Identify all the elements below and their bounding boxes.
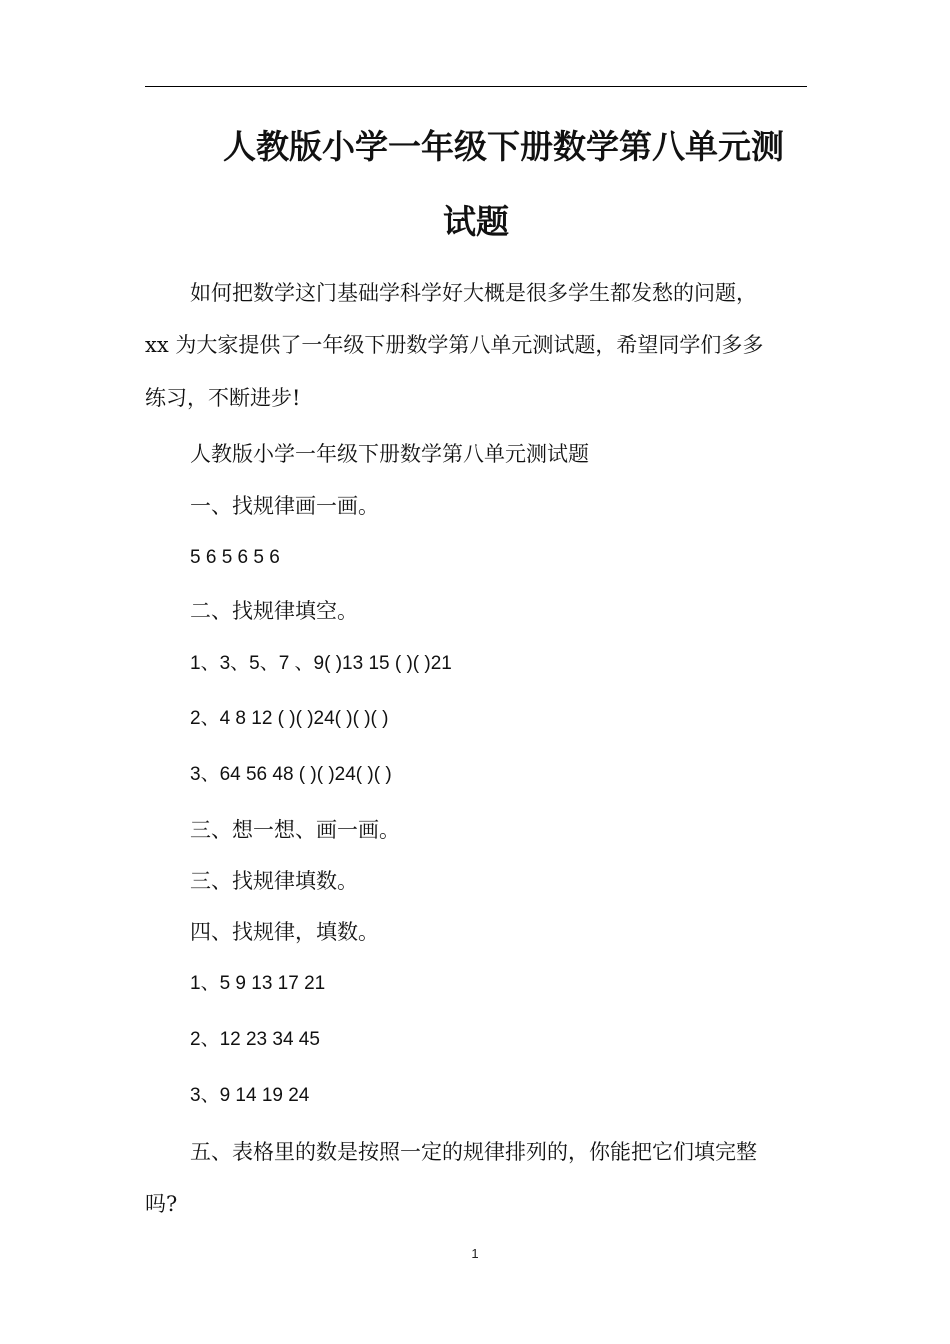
- section-4-heading: 四、找规律，填数。: [190, 920, 379, 944]
- section-5-line-2: 吗?: [145, 1192, 178, 1216]
- section-1-sequence: 5 6 5 6 5 6: [190, 547, 280, 568]
- section-2-item-3: 3、64 56 48 ( )( )24( )( ): [190, 764, 392, 785]
- section-2-item-2: 2、4 8 12 ( )( )24( )( )( ): [190, 708, 389, 729]
- section-5-line-1: 五、表格里的数是按照一定的规律排列的，你能把它们填完整: [190, 1140, 757, 1164]
- section-3a-heading: 三、想一想、画一画。: [190, 818, 400, 842]
- document-title-line-1: 人教版小学一年级下册数学第八单元测: [223, 127, 784, 166]
- section-4-item-3: 3、9 14 19 24: [190, 1085, 310, 1106]
- subtitle: 人教版小学一年级下册数学第八单元测试题: [190, 442, 589, 466]
- header-rule: [145, 86, 807, 87]
- intro-line-1: 如何把数学这门基础学科学好大概是很多学生都发愁的问题，: [190, 281, 757, 305]
- section-1-heading: 一、找规律画一画。: [190, 494, 379, 518]
- section-4-item-1: 1、5 9 13 17 21: [190, 973, 326, 994]
- intro-line-3: 练习，不断进步!: [145, 386, 301, 410]
- document-title-line-2: 试题: [443, 202, 509, 241]
- section-2-item-1: 1、3、5、7 、9( )13 15 ( )( )21: [190, 653, 452, 674]
- intro-line-2: xx 为大家提供了一年级下册数学第八单元测试题，希望同学们多多: [145, 333, 764, 357]
- section-4-item-2: 2、12 23 34 45: [190, 1029, 320, 1050]
- section-3b-heading: 三、找规律填数。: [190, 869, 358, 893]
- page-number: 1: [471, 1246, 479, 1261]
- section-2-heading: 二、找规律填空。: [190, 599, 358, 623]
